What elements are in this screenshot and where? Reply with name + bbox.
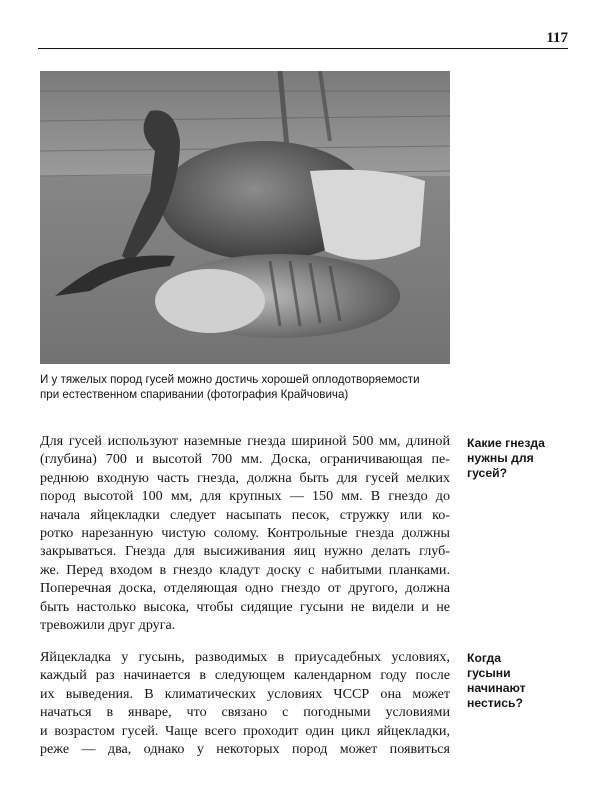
- text-line: пород высотой 100 мм, для крупных — 150 мм. В гнездо до: [40, 488, 450, 505]
- text-line: начаться в январе, что связано с погодными условиями: [40, 704, 450, 721]
- margin-line: гусыни: [467, 666, 511, 680]
- paragraph-nests: [40, 432, 450, 634]
- caption-line: при естественном спаривании (фотография Крайчовича): [40, 388, 349, 401]
- text-line: тревожили друг друга.: [40, 617, 176, 634]
- text-line: Яйцекладка у гусынь, разводимых в приусадебных условиях,: [40, 649, 450, 665]
- photo-caption: [40, 372, 460, 402]
- margin-question-nests: [467, 436, 577, 481]
- text-line: (глубина) 700 и высотой 700 мм. Доска, ограничивающая пе-: [40, 451, 450, 468]
- page-number: 117: [546, 30, 568, 46]
- text-line: ротко нарезанную чистую солому. Контрольные гнезда должны: [40, 525, 450, 542]
- text-line: быть настолько высока, чтобы сидящие гусыни не видели и не: [40, 598, 450, 615]
- header-rule: [38, 48, 568, 49]
- margin-line: гусей?: [467, 466, 508, 480]
- paragraph-laying: [40, 648, 450, 758]
- margin-line: Когда: [467, 651, 502, 665]
- text-line: начала яйцекладки следует насыпать песок, стружку или ко-: [40, 506, 450, 523]
- text-line: Для гусей используют наземные гнезда шириной 500 мм, длиной: [40, 433, 450, 449]
- text-line: Поперечная доска, отделяющая одно гнездо от другого, должна: [40, 580, 450, 597]
- margin-line: начинают: [467, 681, 526, 695]
- margin-question-laying: [467, 651, 577, 711]
- lower-goose-chest: [155, 269, 265, 333]
- margin-line: нестись?: [467, 696, 523, 710]
- geese-mating-photo: [40, 71, 450, 364]
- text-line: и возрастом гусей. Чаще всего проходит один цикл яйцекладки,: [40, 722, 450, 739]
- text-line: закрываться. Гнезда для высиживания яиц нужно делать глуб-: [40, 543, 450, 560]
- text-line: каждый раз начинается в следующем календарном году после: [40, 667, 450, 684]
- photo-illustration: [40, 71, 450, 364]
- upper-goose-tail: [310, 170, 425, 260]
- margin-line: нужны для: [467, 451, 534, 465]
- caption-line: И у тяжелых пород гусей можно достичь хорошей оплодотворяемости: [40, 373, 420, 386]
- text-line: реднюю входную часть гнезда, должна быть для гусей мелких: [40, 469, 450, 486]
- text-line: их выведения. В климатических условиях ЧССР она может: [40, 685, 450, 702]
- text-line: реже — два, однако у некоторых пород может появиться: [40, 741, 450, 758]
- text-line: же. Перед входом в гнездо кладут доску с набитыми планками.: [40, 561, 450, 578]
- margin-line: Какие гнезда: [467, 436, 545, 450]
